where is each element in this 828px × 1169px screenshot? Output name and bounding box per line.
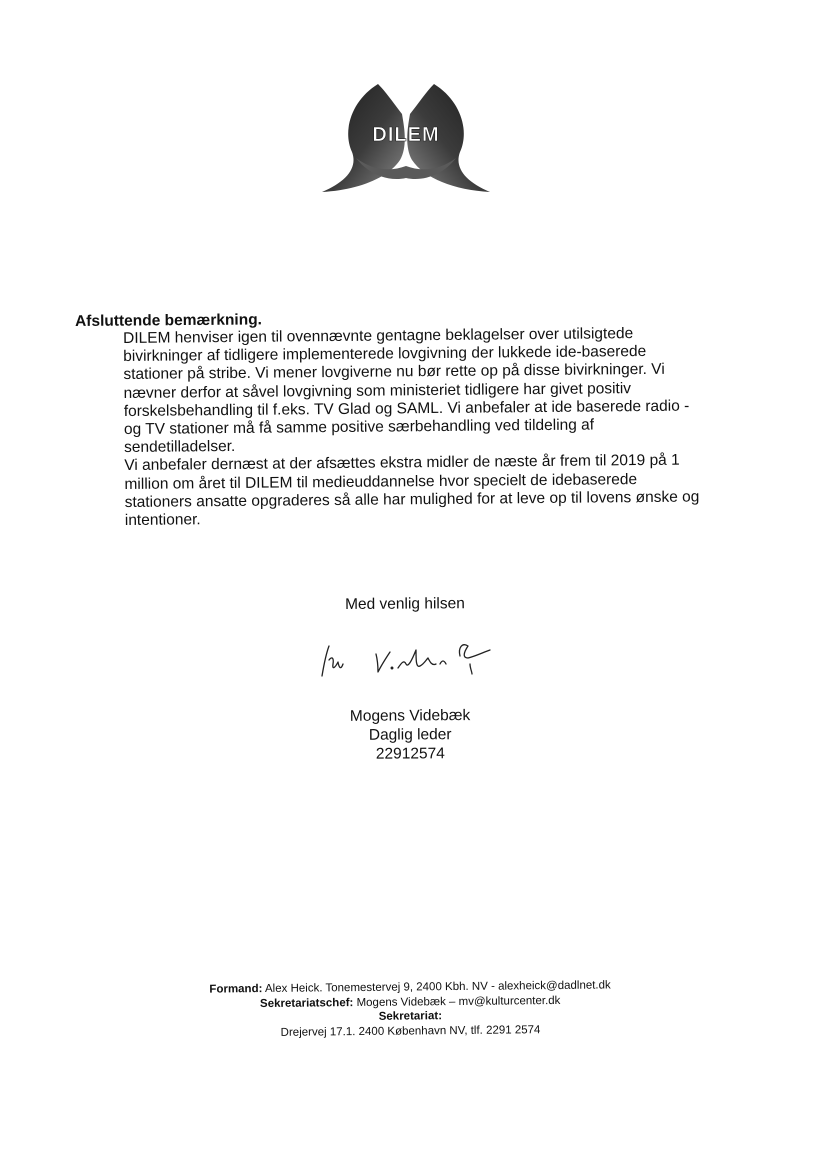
letter-body-line: sendetilladelser.	[124, 438, 236, 457]
handwritten-signature	[312, 634, 502, 686]
signer-title: Daglig leder	[368, 726, 452, 744]
letterhead-footer	[170, 978, 651, 1041]
footer-secretary-label: Sekretariatschef:	[259, 996, 354, 1010]
letter-body-line: million om året til DILEM til medieuddannelse hvor specielt de idebaserede	[124, 470, 638, 493]
footer-chair-text: Alex Heick. Tonemestervej 9, 2400 Kbh. NV - alexheick@dadlnet.dk	[264, 979, 611, 996]
dilem-logo	[318, 78, 494, 196]
footer-secretariat-label: Sekretariat:	[378, 1010, 443, 1023]
letter-body-line: og TV stationer må få samme positive særbehandling ved tildeling af	[123, 416, 595, 439]
letter-body-line: nævner derfor at såvel lovgivning som ministeriet tidligere har givet positiv	[123, 379, 632, 402]
letter-body-line: forskelsbehandling til f.eks. TV Glad og SAML. Vi anbefaler at ide baserede radio -	[123, 397, 690, 420]
letter-body-line: DILEM henviser igen til ovennævnte gentagne beklagelser over utilsigtede	[123, 325, 634, 347]
signer-block	[330, 706, 490, 764]
letter-body-line: stationers ansatte opgraderes så alle har mulighed for at leve op til lovens ønske og	[124, 488, 700, 511]
letter-body-line: intentioner.	[124, 511, 201, 530]
footer-address: Drejervej 17.1. 2400 København NV, tlf. 2291 2574	[280, 1023, 541, 1039]
signer-phone: 22912574	[375, 745, 445, 763]
dilem-logo-text: DILEM	[372, 124, 440, 146]
closing-greeting: Med venlig hilsen	[345, 595, 465, 613]
letter-body-line: Vi anbefaler dernæst at der afsættes ekstra midler de næste år frem til 2019 på 1	[124, 452, 680, 475]
footer-secretary-text: Mogens Videbæk – mv@kulturcenter.dk	[356, 994, 561, 1009]
letter-body	[123, 324, 755, 530]
letter-body-line: bivirkninger af tidligere implementerede lovgivning der lukkede ide-baserede	[123, 343, 647, 366]
signer-name: Mogens Videbæk	[349, 707, 471, 725]
letter-body-line: stationer på stribe. Vi mener lovgiverne nu bør rette op på disse bivirkninger. Vi	[123, 361, 665, 384]
section-heading: Afsluttende bemærkning.	[75, 311, 263, 330]
footer-chair-label: Formand:	[209, 983, 263, 996]
